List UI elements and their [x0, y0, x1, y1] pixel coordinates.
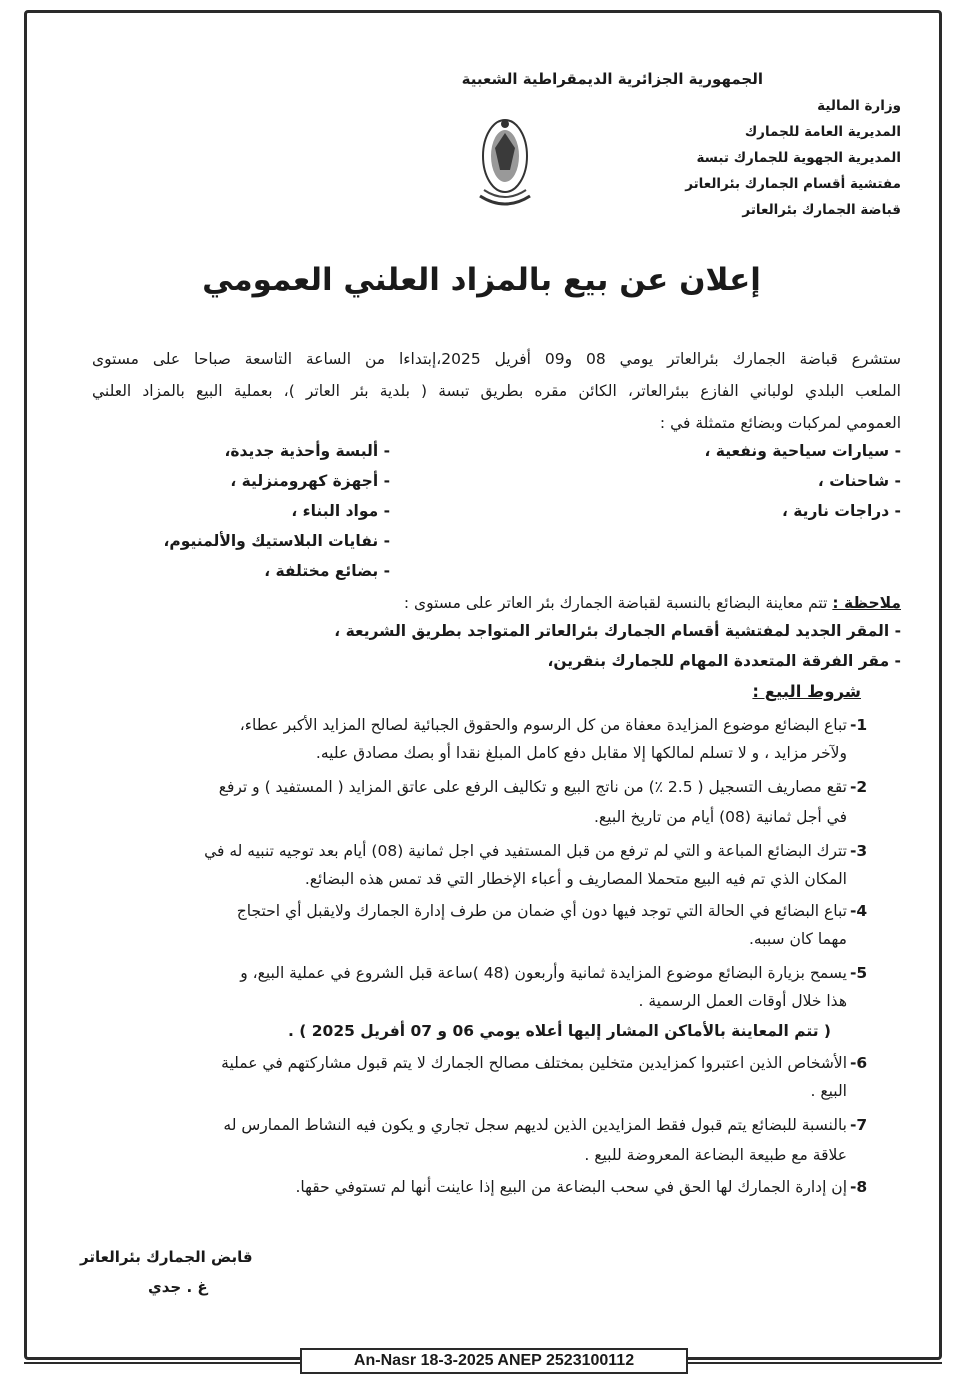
header-line-collection-office: قباضة الجمارك بئرالعاتر — [742, 202, 901, 218]
note-location-1: - المقر الجديد لمفتشية أقسام الجمارك بئرالعاتر المتواجد بطريق الشريعة ، — [334, 622, 901, 640]
condition-number-2: -2 — [850, 778, 868, 796]
header-line-regional-directorate: المديرية الجهوية للجمارك تبسة — [696, 150, 901, 166]
condition-5-inspection-dates: ( تتم المعاينة بالأماكن المشار إليها أعلاه يومي 06 و 07 أفريل 2025 ) . — [287, 1022, 831, 1040]
goods-item-appliances: - أجهزة كهرومنزلية ، — [230, 472, 390, 490]
condition-7-line-1: بالنسبة للبضائع يتم قبول فقط المزايدين الذين لديهم سجل تجاري و يكون فيه النشاط الممارس له — [223, 1116, 847, 1134]
condition-1-line-2: ولآخر مزايد ، و لا تسلم لمالكها إلا مقابل دفع كامل المبلغ نقدا أو بصك مصادق عليه. — [315, 744, 847, 762]
condition-number-1: -1 — [850, 716, 868, 734]
intro-line-1: ستشرع قباضة الجمارك بئرالعاتر يومي 08 و09 أفريل 2025،إبتداءا من الساعة التاسعة صباحا على مستوى — [92, 350, 901, 368]
condition-6-line-2: البيع . — [810, 1082, 847, 1100]
condition-2-line-1: تقع مصاريف التسجيل ( 2.5 ٪) من ناتج البيع و تكاليف الرفع على عاتق المزايد ( المستفيد ) و ترفع — [218, 778, 847, 796]
note-row — [404, 594, 901, 612]
condition-8-line-1: إن إدارة الجمارك لها الحق في سحب البضاعة من البيع إذا عاينت أنها لم تستوفي حقها. — [295, 1178, 847, 1196]
header-line-ministry: وزارة المالية — [817, 98, 901, 114]
condition-5-line-1: يسمح بزيارة البضائع موضوع المزايدة ثمانية وأربعون (48 )ساعة قبل الشروع في عملية البيع، و — [240, 964, 847, 982]
condition-2-line-2: في أجل ثمانية (08) أيام من تاريخ البيع. — [593, 808, 847, 826]
condition-6-line-1: الأشخاص الذين اعتبروا كمزايدين متخلين بمختلف مصالح الجمارك لا يتم قبول مشاركتهم في عملية — [221, 1054, 847, 1072]
header-line-inspectorate: مفتشية أقسام الجمارك بئرالعاتر — [685, 176, 901, 192]
publication-footer: An-Nasr 18-3-2025 ANEP 2523100112 — [300, 1348, 688, 1374]
condition-3-line-2: المكان الذي تم فيه البيع متحملا المصاريف و أعباء الإخطار التي قد تمس هذه البضائع. — [304, 870, 847, 888]
condition-1-line-1: تباع البضائع موضوع المزايدة معفاة من كل الرسوم والحقوق الجبائية لصالح المزايد الأكبر عطاء، — [239, 716, 847, 734]
condition-7-line-2: علاقة مع طبيعة البضاعة المعروضة للبيع . — [584, 1146, 847, 1164]
conditions-heading: شروط البيع : — [752, 682, 861, 701]
note-label: ملاحظة : — [832, 594, 901, 612]
signature-title: قابض الجمارك بئرالعاتر — [80, 1248, 253, 1266]
customs-emblem-icon — [470, 108, 540, 216]
condition-5-line-2: هذا خلال أوقات العمل الرسمية . — [638, 992, 847, 1010]
republic-heading: الجمهورية الجزائرية الديمقراطية الشعبية — [461, 70, 763, 88]
condition-4-line-1: تباع البضائع في الحالة التي توجد فيها دون أي ضمان من طرف إدارة الجمارك ولايقبل أي احتجاج — [236, 902, 847, 920]
intro-line-2: الملعب البلدي لولباني الفازع ببئرالعاتر، الكائن مقره بطريق تبسة ( بلدية بئر العاتر )، بعملية البيع بالمزاد العلني — [92, 382, 901, 400]
goods-item-motorcycles: - دراجات نارية ، — [781, 502, 901, 520]
goods-item-cars: - سيارات سياحية ونفعية ، — [704, 442, 901, 460]
condition-number-4: -4 — [850, 902, 868, 920]
announcement-title: إعلان عن بيع بالمزاد العلني العمومي — [202, 262, 761, 298]
condition-number-6: -6 — [850, 1054, 868, 1072]
goods-item-misc: - بضائع مختلفة ، — [264, 562, 390, 580]
condition-number-7: -7 — [850, 1116, 868, 1134]
goods-item-trucks: - شاحنات ، — [817, 472, 901, 490]
goods-item-plastic-aluminum-waste: - نفايات البلاستيك والألمنيوم، — [163, 532, 390, 550]
note-text: تتم معاينة البضائع بالنسبة لقباضة الجمارك بئر العاتر على مستوى : — [403, 594, 828, 612]
condition-number-8: -8 — [850, 1178, 868, 1196]
condition-4-line-2: مهما كان سببه. — [748, 930, 847, 948]
goods-item-building-materials: - مواد البناء ، — [291, 502, 390, 520]
goods-item-clothing: - ألبسة وأحذية جديدة، — [224, 442, 390, 460]
condition-3-line-1: تترك البضائع المباعة و التي لم ترفع من قبل المستفيد في اجل ثمانية (08) أيام بعد توجيه تنبيه له في — [204, 842, 847, 860]
intro-line-3: العمومي لمركبات وبضائع متمثلة في : — [659, 414, 901, 432]
condition-number-5: -5 — [850, 964, 868, 982]
condition-number-3: -3 — [850, 842, 868, 860]
signature-name: غ . جدي — [148, 1278, 208, 1296]
note-location-2: - مقر الفرقة المتعددة المهام للجمارك بنقرين، — [547, 652, 901, 670]
header-line-directorate-general: المديرية العامة للجمارك — [744, 124, 901, 140]
